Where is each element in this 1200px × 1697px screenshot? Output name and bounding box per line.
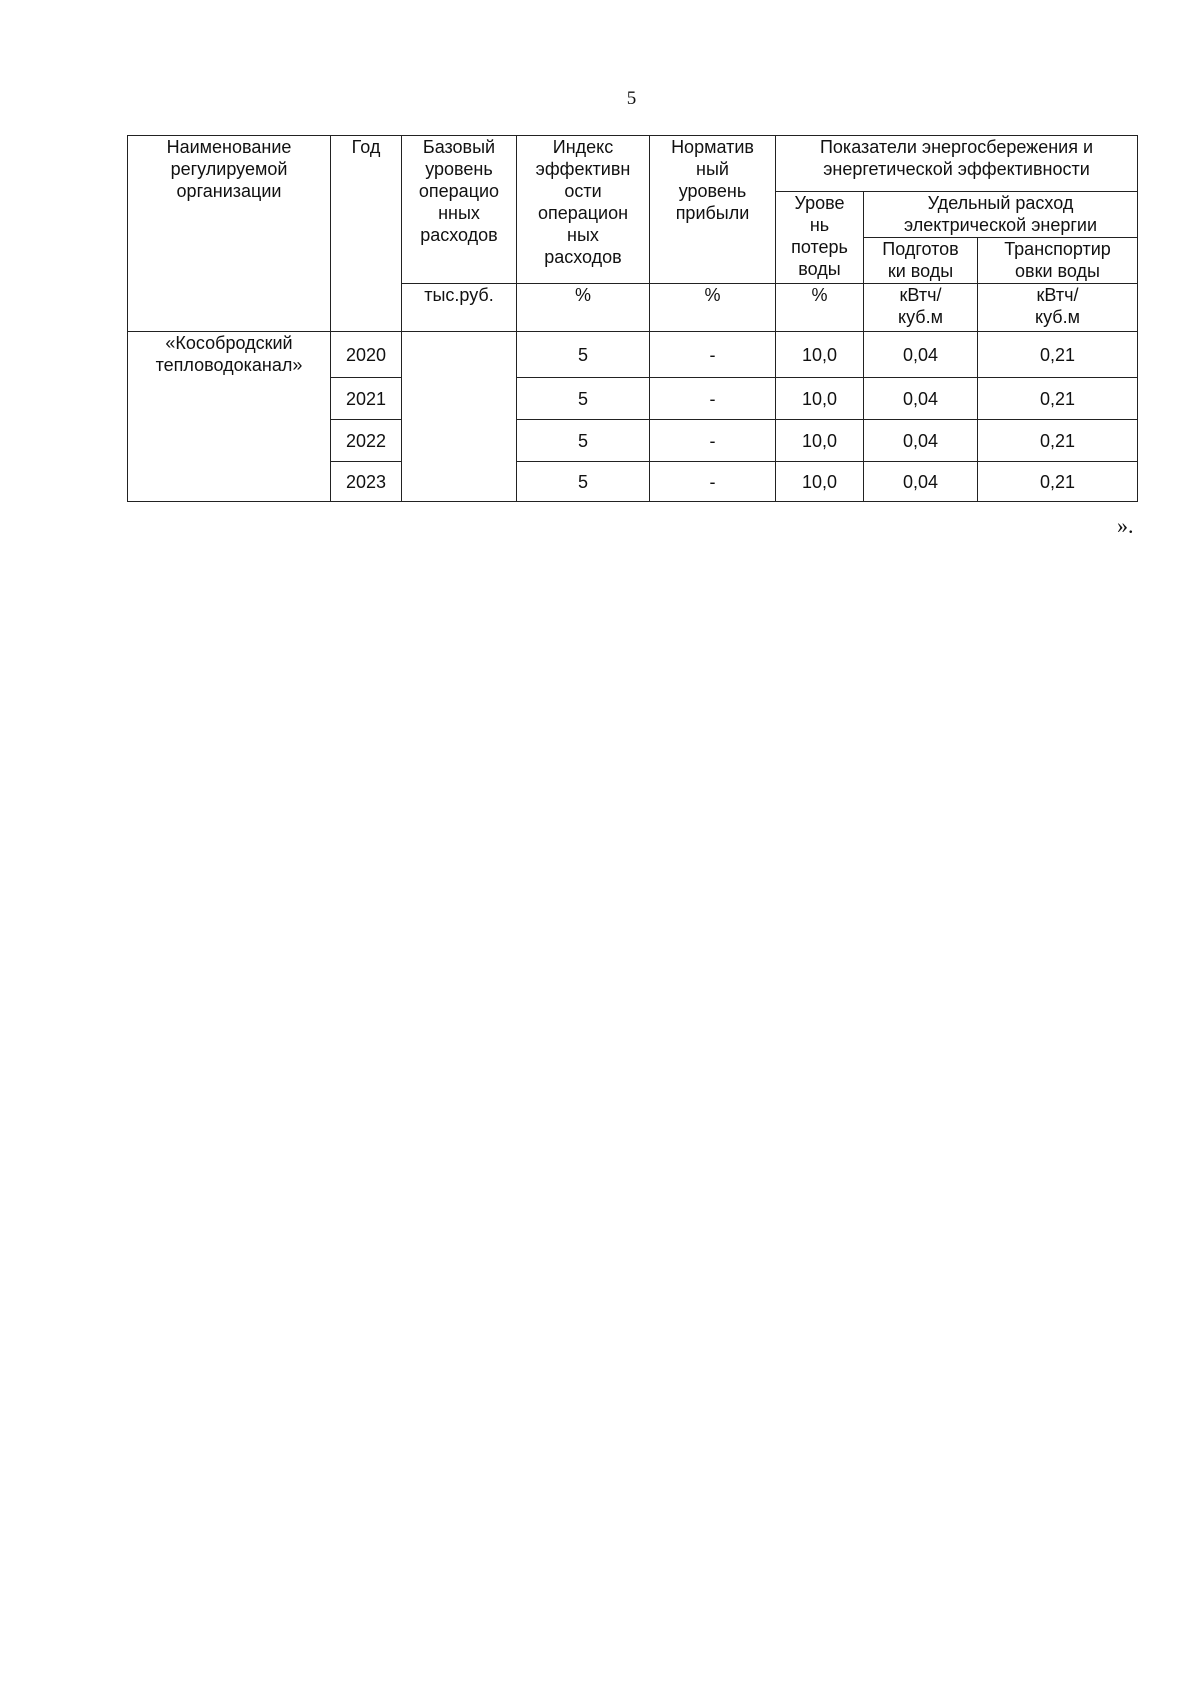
unit-water-transport: кВтч/ куб.м: [978, 284, 1138, 332]
cell-water-preparation: 0,04: [864, 378, 978, 420]
cell-efficiency-index: 5: [517, 420, 650, 462]
table-row: [128, 332, 1138, 378]
cell-efficiency-index: 5: [517, 332, 650, 378]
cell-year: 2020: [331, 332, 402, 378]
cell-year: 2021: [331, 378, 402, 420]
unit-water-loss: %: [776, 284, 864, 332]
header-efficiency-index: Индекс эффективн ости операцион ных расходов: [517, 136, 650, 284]
cell-normative-profit: -: [650, 462, 776, 502]
cell-water-transport: 0,21: [978, 420, 1138, 462]
cell-normative-profit: -: [650, 332, 776, 378]
tariff-table: [127, 135, 1138, 502]
closing-quote: ».: [1117, 513, 1134, 538]
unit-base-opex: тыс.руб.: [402, 284, 517, 332]
cell-efficiency-index: 5: [517, 462, 650, 502]
cell-year: 2023: [331, 462, 402, 502]
cell-water-loss: 10,0: [776, 462, 864, 502]
cell-water-transport: 0,21: [978, 462, 1138, 502]
header-base-opex: Базовый уровень операцио нных расходов: [402, 136, 517, 284]
cell-water-preparation: 0,04: [864, 462, 978, 502]
cell-water-loss: 10,0: [776, 420, 864, 462]
cell-base-opex: [402, 332, 517, 502]
unit-water-preparation: кВтч/ куб.м: [864, 284, 978, 332]
cell-efficiency-index: 5: [517, 378, 650, 420]
header-normative-profit: Норматив ный уровень прибыли: [650, 136, 776, 284]
cell-water-loss: 10,0: [776, 332, 864, 378]
cell-water-transport: 0,21: [978, 378, 1138, 420]
organization-name: «Кособродский тепловодоканал»: [128, 332, 331, 502]
unit-efficiency-index: %: [517, 284, 650, 332]
header-year: Год: [331, 136, 402, 332]
header-water-transport: Транспортир овки воды: [978, 238, 1138, 284]
cell-normative-profit: -: [650, 378, 776, 420]
header-water-loss: Урове нь потерь воды: [776, 192, 864, 284]
page-number: 5: [626, 88, 637, 109]
cell-normative-profit: -: [650, 420, 776, 462]
header-water-preparation: Подготов ки воды: [864, 238, 978, 284]
header-org: Наименование регулируемой организации: [128, 136, 331, 332]
cell-water-transport: 0,21: [978, 332, 1138, 378]
header-energy-group: Показатели энергосбережения и энергетической эффективности: [776, 136, 1138, 192]
cell-water-preparation: 0,04: [864, 420, 978, 462]
unit-normative-profit: %: [650, 284, 776, 332]
header-specific-consumption: Удельный расход электрической энергии: [864, 192, 1138, 238]
cell-year: 2022: [331, 420, 402, 462]
cell-water-preparation: 0,04: [864, 332, 978, 378]
cell-water-loss: 10,0: [776, 378, 864, 420]
